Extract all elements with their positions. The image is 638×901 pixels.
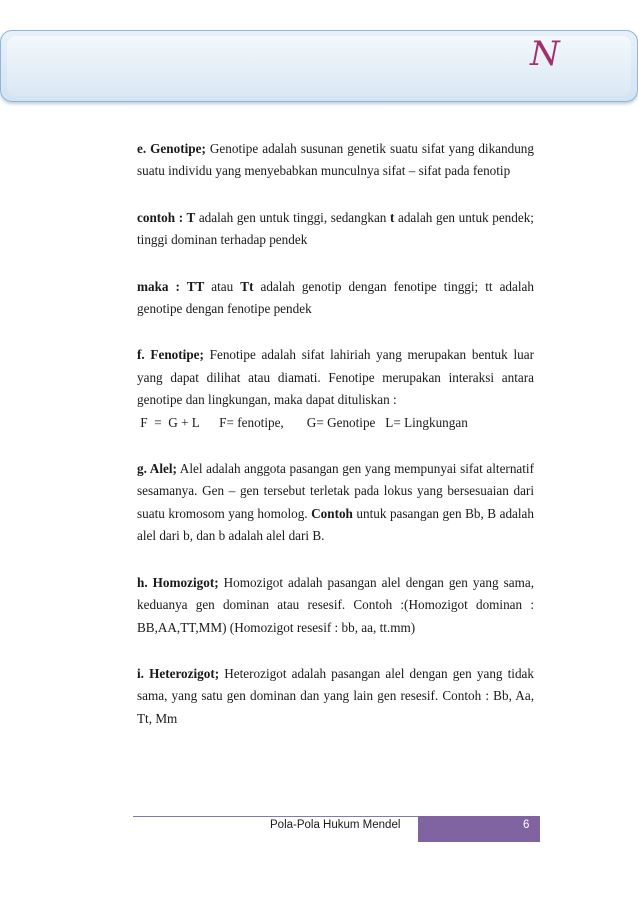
definition-homozigot: Homozigot adalah pasangan alel dengan gen yang sama, keduanya gen dominan atau resesif. Contoh :(Homozigot dominan : BB,AA,TT,MM) (Homozigot resesif : bb, aa, tt.mm)	[137, 574, 534, 635]
paragraph-alel	[137, 458, 534, 548]
paragraph-genotipe	[137, 138, 534, 183]
paragraph-heterozigot	[137, 663, 534, 730]
document-body	[137, 138, 534, 754]
definition-alel: Alel adalah anggota pasangan gen yang mempunyai sifat alternatif sesamanya. Gen – gen tersebut terletak pada lokus yang bersesuaian dari suatu kromosom yang homolog.	[137, 461, 534, 521]
paragraph-contoh	[137, 207, 534, 252]
gene-t: t	[389, 209, 395, 225]
definition-genotipe: Genotipe adalah susunan genetik suatu sifat yang dikandung suatu individu yang menyebabkan munculnya sifat – sifat pada fenotip	[137, 141, 534, 179]
page-number: 6	[523, 819, 530, 831]
maka-text-2: adalah genotip dengan fenotipe tinggi; tt adalah genotipe dengan fenotipe pendek	[137, 278, 534, 317]
footer-title: Pola-Pola Hukum Mendel	[270, 819, 401, 831]
term-heterozigot: i. Heterozigot;	[137, 665, 220, 681]
genotype-Tt: Tt	[240, 278, 254, 294]
contoh-text-2: adalah gen untuk pendek; tinggi dominan terhadap pendek	[137, 209, 534, 248]
page-number-box	[418, 816, 540, 842]
genotype-TT: TT	[186, 278, 205, 294]
term-alel: g. Alel;	[137, 461, 177, 477]
definition-heterozigot: Heterozigot adalah pasangan alel dengan gen yang tidak sama, yang satu gen dominan dan yang lain gen resesif. Contoh : Bb, Aa, Tt, Mm	[137, 665, 534, 726]
paragraph-maka	[137, 276, 534, 321]
contoh-bold: Contoh	[311, 505, 353, 521]
definition-alel-2: untuk pasangan gen Bb, B adalah alel dari b, dan b adalah alel dari B.	[137, 505, 535, 544]
logo-letter: N	[530, 34, 560, 74]
term-homozigot: h. Homozigot;	[137, 574, 219, 590]
paragraph-fenotipe	[137, 344, 534, 434]
contoh-label: contoh :	[137, 209, 187, 225]
definition-fenotipe: Fenotipe adalah sifat lahiriah yang merupakan bentuk luar yang dapat dilihat atau diamati. Fenotipe merupakan interaksi antara genotipe dan lingkungan, maka dapat dituliskan :	[137, 347, 534, 408]
maka-text-1: atau	[204, 278, 241, 294]
paragraph-homozigot	[137, 572, 534, 639]
gene-T: T	[186, 209, 196, 225]
maka-label: maka :	[137, 278, 187, 294]
term-fenotipe: f. Fenotipe;	[137, 347, 204, 363]
contoh-text-1: adalah gen untuk tinggi, sedangkan	[195, 209, 390, 225]
term-genotipe: e. Genotipe;	[137, 141, 206, 156]
formula-line: F = G + L F= fenotipe, G= Genotipe L= Lingkungan	[137, 414, 468, 430]
